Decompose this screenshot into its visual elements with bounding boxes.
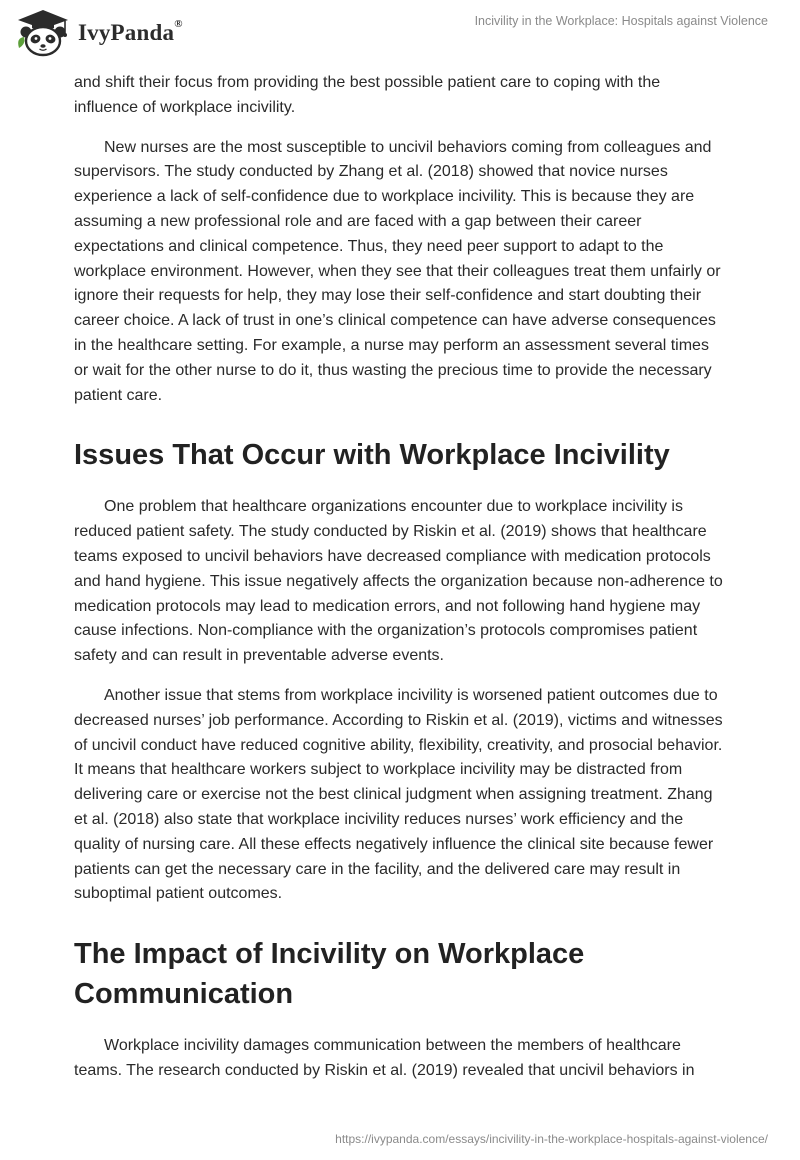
panda-graduate-icon: [14, 8, 72, 58]
source-url[interactable]: https://ivypanda.com/essays/incivility-in-the-workplace-hospitals-against-violence/: [335, 1132, 768, 1146]
essay-body: [74, 71, 724, 1099]
paragraph: Workplace incivility damages communication between the members of healthcare teams. The research conducted by Riskin et al. (2019) revealed that uncivil behaviors in: [74, 1037, 695, 1079]
page-header: [0, 0, 800, 68]
paragraph: Another issue that stems from workplace incivility is worsened patient outcomes due to decreased nurses’ job performance. According to Riskin et al. (2019), victims and witnesses of uncivil conduct have reduced cognitive ability, flexibility, creativity, and prosocial behavior. It means that healthcare workers subject to workplace incivility may be distracted from delivering care or exercise not the best clinical judgment when assigning treatment. Zhang et al. (2018) also state that workplace incivility reduces nurses’ work efficiency and the quality of nursing care. All these effects negatively influence the clinical site because fewer patients can get the necessary care in the facility, and the delivered care may result in suboptimal patient outcomes.: [74, 686, 723, 903]
section-heading: Issues That Occur with Workplace Incivility: [74, 439, 670, 472]
paragraph: New nurses are the most susceptible to uncivil behaviors coming from colleagues and supervisors. The study conducted by Zhang et al. (2018) showed that novice nurses experience a lack of self-confidence due to workplace incivility. This is because they are assuming a new professional role and are faced with a gap between their career expectations and clinical competence. Thus, they need peer support to adapt to the workplace environment. However, when they see that their colleagues treat them unfairly or ignore their requests for help, they may lose their self-confidence and start doubting their career choice. A lack of trust in one’s clinical competence can have adverse consequences in the healthcare setting. For example, a nurse may perform an assessment several times or wait for the other nurse to do it, thus wasting the precious time to provide the necessary patient care.: [74, 138, 721, 404]
ivypanda-logo[interactable]: [14, 8, 183, 58]
paragraph: One problem that healthcare organizations encounter due to workplace incivility is reduced patient safety. The study conducted by Riskin et al. (2019) shows that healthcare teams exposed to uncivil behaviors have decreased compliance with medication protocols and hand hygiene. This issue negatively affects the organization because non-adherence to medication protocols may lead to medication errors, and not following hand hygiene may cause infections. Non-compliance with the organization’s protocols compromises patient safety and can result in preventable adverse events.: [74, 498, 723, 665]
paragraph: and shift their focus from providing the best possible patient care to coping with the influence of workplace incivility.: [74, 74, 661, 116]
section-heading: The Impact of Incivility on Workplace Communication: [74, 938, 585, 1011]
brand-name: IvyPanda®: [78, 18, 183, 45]
document-title: Incivility in the Workplace: Hospitals against Violence: [474, 14, 768, 28]
